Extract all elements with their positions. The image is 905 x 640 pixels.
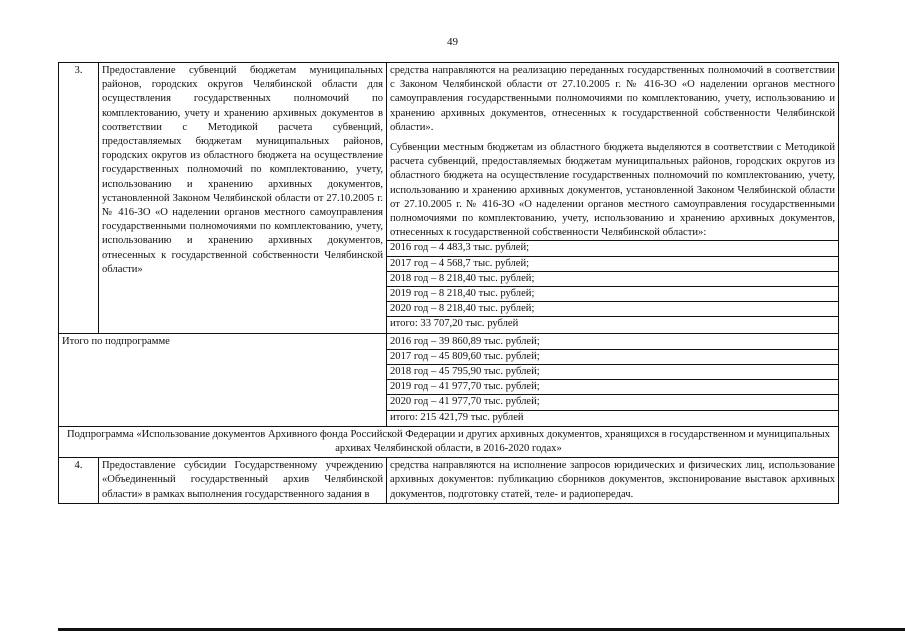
program-table bbox=[58, 62, 839, 504]
details-paragraph: Субвенции местным бюджетам из областного бюджета выделяются в соответствии с Методикой расчета субвенций, предоставляемых бюджетам муниципальных районов, городских округов из областного бюджета на осуществление государственных полномочий по комплектованию, учету, использованию и хранению архивных документов, установленной Законом Челябинской области от 27.10.2005 г. № 416-ЗО «О наделении органов местного самоуправления государственными полномочиями по комплектованию, учету, использованию и хранению архивных документов, отнесенных к государственной собственности Челябинской области»: bbox=[390, 142, 835, 239]
year-amount: 2017 год – 45 809,60 тыс. рублей; bbox=[387, 349, 838, 364]
total-label: Итого по подпрограмме bbox=[59, 333, 387, 426]
table-row-3 bbox=[59, 63, 839, 334]
year-amount: 2018 год – 8 218,40 тыс. рублей; bbox=[387, 271, 838, 286]
subprogram-header: Подпрограмма «Использование документов Архивного фонда Российской Федерации и других архивных документов, хранящихся в государственном и муниципальных архивах Челябинской области, в 2016-2020 годах» bbox=[59, 426, 839, 457]
row-description: Предоставление субвенций бюджетам муниципальных районов, городских округов Челябинской области для осуществления государственных полномочий по комплектованию, учету и хранению архивных документов в соответствии с Методикой расчета субвенций, предоставляемых бюджетам муниципальных районов, городских округов из областного бюджета на осуществление государственных полномочий по комплектованию, учету, использованию и хранению архивных документов, установленной Законом Челябинской области от 27.10.2005 г. № 416-ЗО «О наделении органов местного самоуправления государственными полномочиями по комплектованию, учету, использованию и хранению архивных документов, отнесенных к государственной собственности Челябинской области» bbox=[99, 63, 387, 334]
row-details bbox=[387, 63, 839, 334]
row-description: Предоставление субсидии Государственному учреждению «Объединенный государственный архив Челябинской области» в рамках выполнения государственного задания в bbox=[99, 458, 387, 504]
year-amount: 2019 год – 41 977,70 тыс. рублей; bbox=[387, 379, 838, 394]
row-number: 4. bbox=[59, 458, 99, 504]
table-row-total bbox=[59, 333, 839, 426]
row-number: 3. bbox=[59, 63, 99, 334]
year-amount: 2016 год – 39 860,89 тыс. рублей; bbox=[390, 335, 540, 347]
table-row-4 bbox=[59, 458, 839, 504]
year-amount: 2020 год – 8 218,40 тыс. рублей; bbox=[387, 301, 838, 316]
page-bottom-edge bbox=[58, 628, 905, 631]
year-amount: 2018 год – 45 795,90 тыс. рублей; bbox=[387, 364, 838, 379]
subprogram-header-row bbox=[59, 426, 839, 457]
year-amount: 2016 год – 4 483,3 тыс. рублей; bbox=[387, 240, 838, 255]
year-total: итого: 215 421,79 тыс. рублей bbox=[387, 410, 838, 425]
year-total: итого: 33 707,20 тыс. рублей bbox=[387, 316, 838, 331]
year-amount: 2017 год – 4 568,7 тыс. рублей; bbox=[387, 256, 838, 271]
year-amount: 2020 год – 41 977,70 тыс. рублей; bbox=[387, 394, 838, 409]
total-details bbox=[387, 333, 839, 426]
page-number: 49 bbox=[447, 36, 458, 48]
row-details: средства направляются на исполнение запросов юридических и физических лиц, использование архивных документов: публикацию сборников документов, экспонирование выставок архивных документов, подготовку статей, теле- и радиопередач. bbox=[387, 458, 839, 504]
details-paragraph: средства направляются на реализацию переданных государственных полномочий в соответствии с Законом Челябинской области от 27.10.2005 г. № 416-ЗО «О наделении органов местного самоуправления государственными полномочиями по комплектованию, учету, использованию и хранению архивных документов, отнесенных к государственной собственности Челябинской области». bbox=[390, 65, 835, 133]
year-amount: 2019 год – 8 218,40 тыс. рублей; bbox=[387, 286, 838, 301]
